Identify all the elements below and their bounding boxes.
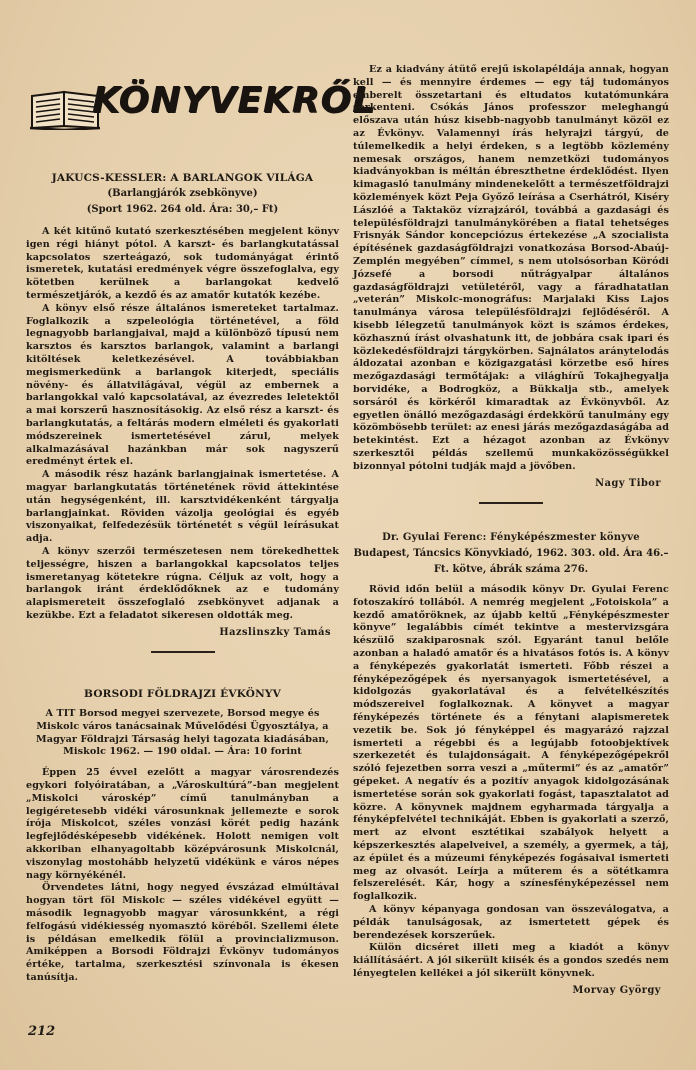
paragraph: Külön dicséret illeti meg a kiadót a könyv kiállításáért. A jól sikerült kiisék és a gondos szedés nem lényegtelen kellékei a jól sikerült könyvnek. bbox=[353, 942, 669, 979]
review-meta: (Sport 1962. 264 old. Ára: 30,– Ft) bbox=[86, 204, 279, 215]
paragraph: Rövid időn belül a második könyv Dr. Gyulai Ferenc fotoszakíró tollából. A nemrég megjelent „Fotoiskola” a kezdő amatőröknek, az újabb keltű „Fényképészmester könyve” legalábbis címét tekintve a mestervizsgára készülő szakiparosnak szól. Egyaránt tanul belőle azonban a haladó amatőr és a hivatásos fotós is. A könyv a fényképezés gyakorlatát ismerteti. Főbb részei a fényképezőgépek és nyersanyagok ismertetésével, a kidolgozás gyakorlatával és a felvételkészítés módszereivel foglalkoznak. A könyvet a magyar fényképezés története és a fénytani alapismeretek vezetik be. Sok jó fényképpel és magyarázó rajzzal ismerteti a régebbi és a legújabb fotoobjektívek szerkezetét és tulajdonságait. A fényképezőgépekről szóló fejezetben sorra veszi a „műtermi” és az „amatőr” gépeket. A negatív és a pozitív anyagok kidolgozásának ismertetése során sok gyakorlati fogást, tapasztalatot ad közre. A könyvnek majdnem egyharmada tárgyalja a fényképfelvétel technikáját. Ebben is gyakorlati a szerző, mert az elvont esztétikai szabályok helyett a képszerkesztés alapelveivel, a személy, a gyermek, a táj, az épület és a múzeumi fényképezés fogásaival ismerteti meg az olvasót. Leírja a műterem és a sötétkamra felszerelését. Kár, hogy a színesfényképezéssel nem foglalkozik. bbox=[353, 584, 669, 903]
paragraph: Éppen 25 évvel ezelőtt a magyar városrendezés egykori folyóiratában, a „Városkultúrá”-ban megjelent „Miskolci városkép” című tanulmányban a legigéretesebb vidéki városunknak jellemezte e sorok írója Miskolcot, széles vonzási körét pedig hazánk legfejlődésképesebb vidékének. Holott nemigen volt akkoriban elhanyagoltabb középvárosunk Miskolcnál, viszonylag mostohább helyzetű vidékünk e város népes nagy környékénél. bbox=[26, 767, 339, 881]
review-subtitle: (Barlangjárók zsebkönyve) bbox=[107, 188, 258, 199]
section-divider bbox=[479, 502, 543, 504]
review-meta: Budapest, Táncsics Könyvkiadó, 1962. 303. old. Ára 46.–Ft. kötve, ábrák száma 276. bbox=[353, 548, 669, 575]
section-title: KÖNYVEKRŐL bbox=[92, 80, 377, 121]
review-borsodi bbox=[26, 686, 339, 985]
review-meta: A TIT Borsod megyei szervezete, Borsod megye és Miskolc város tanácsainak Művelődési Ügyosztálya, a Magyar Földrajzi Társaság helyi tagozata kiadásában, Miskolc 1962. — 190 oldal. — Ára: 10 forint bbox=[36, 708, 329, 758]
page-number: 212 bbox=[28, 1024, 56, 1039]
section-divider bbox=[151, 651, 215, 653]
review-fenykepesz bbox=[353, 530, 669, 999]
paragraph: Ez a kiadvány átütő erejű iskolapéldája annak, hogyan kell — és mennyire érdemes — egy táj tudományos emberelt összetartani és eltudatos kutatómunkára serkenteni. Csókás János professzor meleghangú előszava után húsz kisebb-nagyobb tanulmányt közöl ez az Évkönyv. Valamennyi írás helyrajzi tárgyú, de túlemelkedik a helyi érdeken, s a legtöbb közlemény nemesak országos, hanem nemzetközi tudományos kiadványokban is méltán ébreszthetne érdeklődést. Ilyen kimagasló tanulmány mindenekelőtt a természetföldrajzi közlemények közt Peja Győző leírása a Cserhátról, Kiséry Lászlóé a Taktaköz vízrajzáról, továbbá a gazdasági és településföldrajzi tanulmánykörében a fiatal tehetséges Frisnyák Sándor koncepciózus értekezése „A szocialista építésének gazdaságföldrajzi vonatkozása Borsod-Abaúj-Zemplén megyében” címmel, s nem utolsósorban Köródi Józsefé a borsodi nűtrágyalpar általános gazdaságföldrajzi vetületéről, vagy a fáradhatatlan „veterán” Miskolc-monográfus: Marjalaki Kiss Lajos tanulmánya városa településföldrajzi fejlődéséről. A kisebb lélegzetű tanulmányok közt is számos érdekes, közhasznú írást olvashatunk itt, de jobbára csak ipari és közlekedésföldrajzi tárgykörben. Sajnálatos aránytelodás áldozatai azonban e közigazgatási körzetbe eső híres mezőgazdasági termőtájak: a világhírű Tokajhegyalja borvidéke, a Bodrogköz, a Bükkalja stb., amelyek sorsáról és körkéről kimaradtak az Évkönyvből. Az egyetlen önálló mezőgazdasági érdekkörű tanulmány egy közömbösebb terület: az enesi járás mezőgazdaságába ad betekintést. Ezt a hézagot azonban az Évkönyv szerkesztői példás szellemű munkaközösségükkel bizonnyal pótolni tudják majd a jövőben. bbox=[353, 64, 669, 472]
author-signature: Nagy Tibor bbox=[595, 477, 661, 489]
author-signature: Morvay György bbox=[572, 984, 661, 996]
paragraph: Örvendetes látni, hogy negyed évszázad elmúltával hogyan tört föl Miskolc — széles vidékével együtt — második legnagyobb magyar városunkként, a régi felfogású vidékiesség nyomasztó köréből. Szellemi élete is példásan emelkedik fölül a provincializmuson. Amiképpen a Borsodi Földrajzi Évkönyv tudományos értéke, tartalma, szerkesztési színvonala is ékesen tanúsítja. bbox=[26, 882, 339, 983]
author-signature: Hazslinszky Tamás bbox=[219, 626, 331, 638]
paragraph: A könyv szerzői természetesen nem törekedhettek teljességre, hiszen a barlangokkal kapcsolatos teljes ismeretanyag kötetekre rúgna. Céljuk az volt, hogy a barlangok iránt érdeklődőknek az e tudomány alapismereteit összefoglaló zsebkönyvet adjanak a kezükbe. Ezt a feladatot sikeresen oldották meg. bbox=[26, 545, 339, 621]
review-borsodi-continued bbox=[353, 64, 669, 514]
paragraph: A könyv képanyaga gondosan van összeválogatva, a példák tanulságosak, az ismertetett gépek és berendezések korszerűek. bbox=[353, 903, 669, 941]
paragraph: A könyv első része általános ismereteket tartalmaz. Foglalkozik a szpeleológia történetével, a föld legnagyobb barlangjaival, majd a különböző típusú nem karsztos és karsztos barlangok, valamint a barlangi kitöltések keletkezésével. A továbbiakban megismerkedünk a barlangok kiterjedt, speciális növény- és állatvilágával, végül az embernek a barlangokkal való kapcsolatával, az évezredes leletektől a mai korszerű hasznosításokig. Az első rész a karszt- és barlangkutatás, a feltárás modern elméleti és gyakorlati módszereinek ismertetésével zárul, melyek alkalmazásával hazánkban már sok nagyszerű eredményt értek el. bbox=[26, 302, 339, 468]
page-header bbox=[26, 78, 377, 134]
paragraph: A második rész hazánk barlangjainak ismertetése. A magyar barlangkutatás történetének rövid áttekintése után hegységenként, ill. karsztvidékenként tárgyalja barlangjainkat. Röviden vázolja geológiai és egyéb viszonyaikat, felfedezésük történetét s végül leírásukat adja. bbox=[26, 469, 339, 545]
review-title: JAKUCS-KESSLER: A BARLANGOK VILÁGA bbox=[51, 172, 314, 184]
review-barlangok bbox=[26, 170, 339, 663]
review-title: BORSODI FÖLDRAJZI ÉVKÖNYV bbox=[84, 688, 281, 700]
review-title: Dr. Gyulai Ferenc: Fényképészmester könyve bbox=[382, 532, 640, 543]
open-book-icon bbox=[28, 86, 102, 130]
paragraph: A két kitűnő kutató szerkesztésében megjelent könyv igen régi hiányt pótol. A karszt- és barlangkutatással kapcsolatos szerteágazó, sok tudományágat érintő ismeretek, kutatási eredmények végre összefoglalva, egy kötetben kerülnek a barlangokat kedvelő természetjárók, a kezdő és az amatőr kutatók kezébe. bbox=[26, 226, 339, 301]
